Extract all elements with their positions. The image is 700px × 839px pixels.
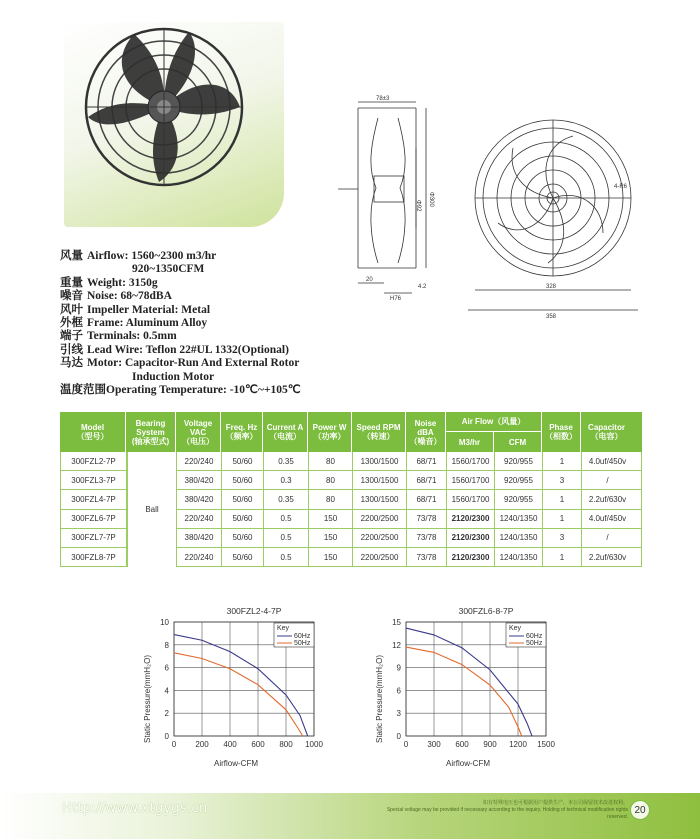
spec-label-cn: 噪音	[60, 290, 83, 303]
spec-table	[60, 412, 642, 567]
y-tick-label: 6	[164, 663, 169, 673]
column-header	[263, 412, 308, 452]
spec-row	[60, 344, 390, 357]
spec-label-cn: 外框	[60, 317, 83, 330]
table-cell: 1240/1350	[495, 529, 543, 547]
x-axis-label: Airflow-CFM	[214, 759, 258, 768]
dim-328: 328	[546, 284, 557, 290]
series-line-50hz	[174, 653, 303, 736]
spec-row	[60, 250, 390, 263]
table-cell: 1	[543, 548, 582, 566]
table-cell: 1300/1500	[353, 471, 407, 489]
table-cell: 220/240	[177, 510, 222, 528]
fan-image	[64, 22, 284, 227]
y-tick-label: 9	[396, 663, 401, 673]
table-cell: 300FZL6-7P	[61, 510, 127, 528]
dim-358: 358	[546, 314, 557, 320]
x-tick-label: 200	[195, 740, 209, 749]
table-cell: 68/71	[407, 490, 447, 508]
column-header-cn: （频率）	[225, 432, 258, 441]
y-tick-label: 4	[164, 686, 169, 696]
column-header-en: Freq. Hz	[225, 423, 258, 432]
page-number: 20	[630, 800, 650, 820]
table-cell: 0.5	[264, 510, 309, 528]
series-line-50hz	[406, 647, 522, 736]
column-header-en: Speed RPM	[356, 423, 401, 432]
x-tick-label: 1500	[537, 740, 555, 749]
table-cell: /	[606, 533, 609, 543]
column-header-cn: （电流）	[269, 432, 301, 441]
x-tick-label: 1000	[305, 740, 323, 749]
table-cell: 300FZL4-7P	[61, 490, 127, 508]
footer-url[interactable]: Http://www.xtgygs.cn	[62, 801, 208, 816]
column-header	[60, 412, 126, 452]
table-cell: /	[606, 475, 609, 485]
table-cell: 2200/2500	[353, 510, 407, 528]
table-cell: 920/955	[495, 490, 543, 508]
table-cell: 50/60	[222, 490, 264, 508]
table-cell: 80	[309, 452, 353, 470]
column-header-cn: （相数）	[545, 432, 577, 441]
airflow-m3hr-header: M3/hr	[446, 432, 494, 452]
column-header-en: Current A	[266, 423, 304, 432]
column-header-en: Capacitor	[588, 423, 625, 432]
table-cell: 1560/1700	[447, 471, 495, 489]
legend-label: 50Hz	[526, 640, 543, 647]
spec-row	[60, 330, 390, 343]
chart-300fzl2-4-7p	[140, 604, 340, 784]
table-cell: 4.0uf/450v	[588, 456, 627, 466]
table-cell: 300FZL2-7P	[61, 452, 127, 470]
column-header	[126, 412, 176, 452]
table-cell: 220/240	[177, 452, 222, 470]
dim-4-2: 4.2	[418, 284, 427, 290]
column-header	[542, 412, 581, 452]
dim-depth: 78±3	[376, 96, 390, 102]
x-tick-label: 300	[427, 740, 441, 749]
column-header	[581, 412, 632, 452]
table-cell: 3	[543, 529, 582, 547]
x-tick-label: 600	[455, 740, 469, 749]
table-cell: 300FZL3-7P	[61, 471, 127, 489]
x-tick-label: 900	[483, 740, 497, 749]
table-cell: 50/60	[222, 510, 264, 528]
spec-value: Lead Wire: Teflon 22#UL 1332(Optional)	[87, 343, 289, 356]
spec-row	[60, 357, 390, 370]
spec-row	[60, 384, 390, 397]
table-cell: 150	[309, 529, 353, 547]
table-cell: 1560/1700	[447, 490, 495, 508]
column-header-cn: (轴承型式)	[131, 436, 170, 446]
spec-row	[60, 277, 390, 290]
column-header	[406, 412, 446, 452]
table-cell: 50/60	[222, 529, 264, 547]
table-cell: 4.0uf/450v	[588, 514, 627, 524]
y-tick-label: 8	[164, 640, 169, 650]
column-header-en: Bearing System	[135, 418, 166, 437]
x-tick-label: 800	[279, 740, 293, 749]
table-cell: 1300/1500	[353, 452, 407, 470]
spec-row	[60, 290, 390, 303]
table-cell: 2200/2500	[353, 548, 407, 566]
column-header-cn: （转速）	[362, 432, 395, 441]
column-header	[352, 412, 406, 452]
dim-h76: H76	[390, 296, 402, 302]
spec-value: Frame: Aluminum Alloy	[87, 317, 208, 330]
spec-row	[60, 371, 390, 384]
table-cell: 1300/1500	[353, 490, 407, 508]
y-tick-label: 3	[396, 709, 401, 719]
bearing-cell: Ball	[127, 452, 177, 567]
table-cell: 73/78	[407, 548, 447, 566]
chart-title: 300FZL6-8-7P	[458, 606, 514, 616]
spec-value: Noise: 68~78dBA	[87, 290, 172, 303]
spec-row	[60, 317, 390, 330]
spec-value: 920~1350CFM	[132, 263, 205, 276]
spec-label-cn: 风叶	[60, 303, 83, 316]
airflow-header-title: Air Flow（风量）	[446, 412, 541, 432]
chart-300fzl6-8-7p	[372, 604, 572, 784]
footer-note-en: Special voltage may be provided if necessary according to the inquiry. Holding of technical modification rights reserved.	[386, 807, 628, 820]
dim-motor: Φ92	[415, 200, 421, 212]
table-cell: 2120/2300	[447, 510, 495, 528]
table-cell: 2120/2300	[447, 529, 495, 547]
table-cell: 80	[309, 471, 353, 489]
column-header-cn: （噪音）	[409, 436, 442, 446]
series-line-60hz	[174, 635, 308, 736]
column-header-en: Power W	[312, 423, 347, 432]
x-axis-label: Airflow-CFM	[446, 759, 490, 768]
table-body	[60, 452, 642, 567]
table-cell: 150	[309, 548, 353, 566]
table-cell: 380/420	[177, 529, 222, 547]
column-header-cn: （型号）	[76, 432, 109, 441]
spec-label-cn: 重量	[60, 276, 83, 289]
spec-row	[60, 263, 390, 276]
airflow-cfm-header: CFM	[508, 437, 527, 447]
table-cell: 300FZL7-7P	[61, 529, 127, 547]
footer-note	[368, 800, 628, 821]
x-tick-label: 600	[251, 740, 265, 749]
table-cell: 920/955	[495, 452, 543, 470]
table-cell: 73/78	[407, 529, 447, 547]
column-header	[221, 412, 263, 452]
x-tick-label: 1200	[509, 740, 527, 749]
footer-note-cn: 如有特殊电压也可根据用户提供生产，本公司保留技术改进权利。	[482, 800, 628, 806]
spec-value: Terminals: 0.5mm	[87, 330, 177, 343]
table-cell: 1	[543, 490, 582, 508]
spec-value: Impeller Material: Metal	[87, 303, 211, 316]
table-cell: 2200/2500	[353, 529, 407, 547]
dim-diameter: Φ300	[428, 192, 434, 207]
column-header-en: Model	[80, 423, 105, 432]
spec-list	[60, 250, 390, 397]
column-header	[176, 412, 221, 452]
spec-value: Operating Temperature: -10℃~+105℃	[106, 384, 301, 397]
y-tick-label: 0	[164, 732, 169, 741]
column-header-cn: （功率）	[313, 432, 346, 441]
airflow-header	[446, 412, 542, 452]
table-cell: 1	[543, 510, 582, 528]
product-photo	[64, 22, 284, 227]
table-cell: 68/71	[407, 471, 447, 489]
table-cell: 50/60	[222, 548, 264, 566]
table-cell: 0.5	[264, 529, 309, 547]
table-cell: 380/420	[177, 471, 222, 489]
table-cell: 0.35	[264, 490, 309, 508]
table-cell: 220/240	[177, 548, 222, 566]
table-cell: 1240/1350	[495, 548, 543, 566]
dim-20: 20	[366, 277, 373, 283]
table-cell: 73/78	[407, 510, 447, 528]
table-cell: 1560/1700	[447, 452, 495, 470]
spec-label-cn: 引线	[60, 343, 83, 356]
column-header-cn: （电压）	[182, 436, 214, 446]
y-tick-label: 0	[396, 732, 401, 741]
table-cell: 1	[543, 452, 582, 470]
y-tick-label: 10	[160, 618, 169, 627]
column-header-cn: （电容）	[590, 432, 623, 441]
y-tick-label: 2	[164, 709, 169, 719]
spec-label-cn: 端子	[60, 330, 83, 343]
spec-label-cn: 温度范围	[60, 384, 106, 397]
table-cell: 150	[309, 510, 353, 528]
spec-label-cn: 马达	[60, 357, 83, 370]
table-cell: 0.3	[264, 471, 309, 489]
table-cell: 2.2uf/630v	[588, 494, 627, 504]
x-tick-label: 400	[223, 740, 237, 749]
table-cell: 920/955	[495, 471, 543, 489]
table-cell: 2120/2300	[447, 548, 495, 566]
chart-title: 300FZL2-4-7P	[226, 606, 282, 616]
legend-label: 60Hz	[526, 633, 543, 640]
column-header-en: Phase	[549, 423, 573, 432]
table-cell: 300FZL8-7P	[61, 548, 127, 566]
y-axis-label: Static Pressure(mmH₂O)	[143, 654, 152, 744]
table-cell: 0.5	[264, 548, 309, 566]
table-cell: 3	[543, 471, 582, 489]
legend-label: 60Hz	[294, 633, 311, 640]
x-tick-label: 0	[403, 740, 409, 749]
dim-4r6: 4-R6	[614, 184, 628, 190]
table-cell: 380/420	[177, 490, 222, 508]
spec-value: Weight: 3150g	[87, 276, 158, 289]
legend-title: Key	[509, 625, 522, 632]
table-cell: 2.2uf/630v	[588, 552, 627, 562]
column-header-en: Noise dBA	[414, 418, 437, 437]
spec-row	[60, 304, 390, 317]
column-header-en: Voltage VAC	[183, 418, 213, 437]
legend-label: 50Hz	[294, 640, 311, 647]
column-header	[308, 412, 352, 452]
spec-value: Induction Motor	[132, 370, 215, 383]
table-cell: 68/71	[407, 452, 447, 470]
y-tick-label: 6	[396, 686, 401, 696]
table-cell: 0.35	[264, 452, 309, 470]
y-tick-label: 12	[392, 640, 401, 650]
y-tick-label: 15	[392, 618, 401, 627]
table-cell: 1240/1350	[495, 510, 543, 528]
spec-label-cn: 风量	[60, 250, 83, 262]
table-cell: 50/60	[222, 471, 264, 489]
legend-title: Key	[277, 625, 290, 632]
x-tick-label: 0	[171, 740, 177, 749]
table-cell: 50/60	[222, 452, 264, 470]
table-header	[60, 412, 642, 452]
spec-value: Airflow: 1560~2300 m3/hr	[87, 250, 217, 262]
y-axis-label: Static Pressure(mmH₂O)	[375, 654, 384, 744]
table-cell: 80	[309, 490, 353, 508]
spec-value: Motor: Capacitor-Run And External Rotor	[87, 357, 300, 370]
